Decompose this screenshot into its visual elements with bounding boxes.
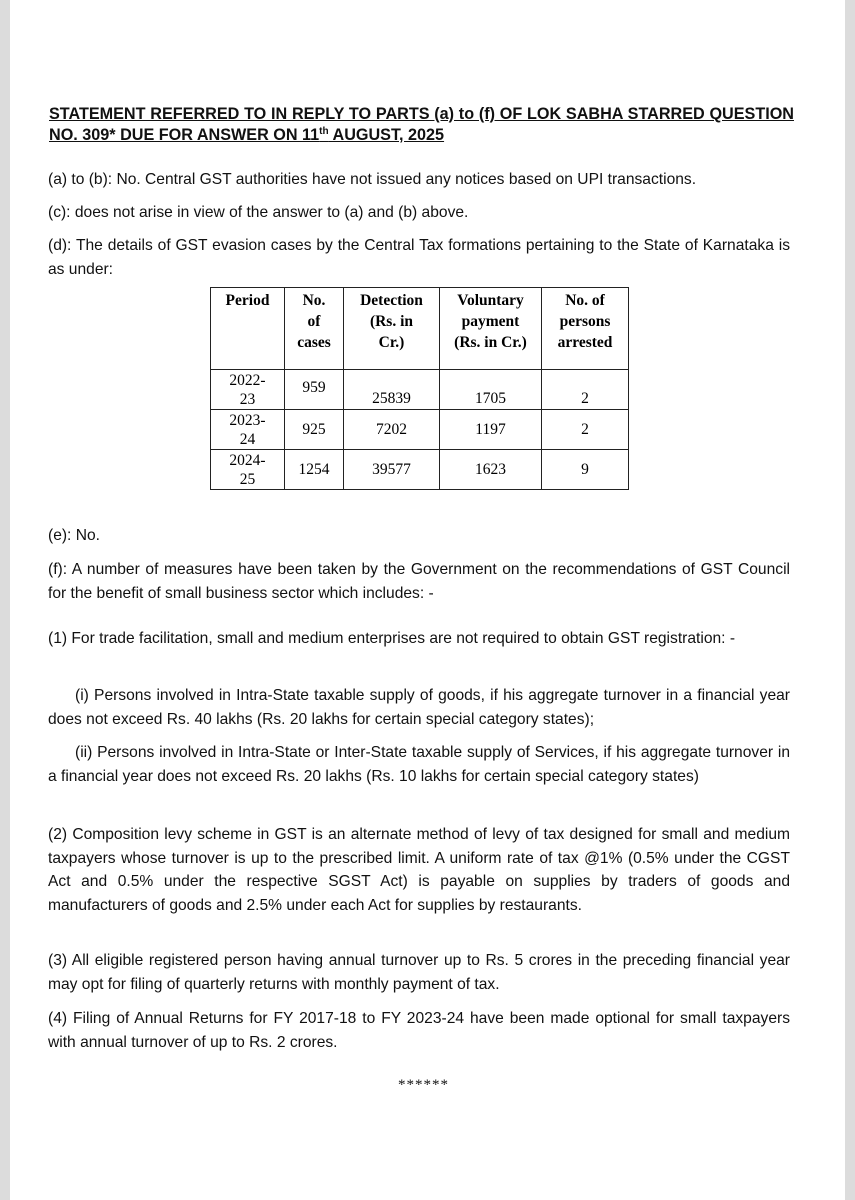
table-row <box>211 410 629 450</box>
cell-period: 2023- 24 <box>211 410 285 450</box>
heading-ordinal-suffix: th <box>319 126 329 137</box>
measure-1-ii: (ii) Persons involved in Intra-State or Inter-State taxable supply of Services, if his aggregate turnover in a financial year does not exceed Rs. 20 lakhs (Rs. 10 lakhs for certain special category states) <box>48 744 790 785</box>
cell-detection: 39577 <box>344 450 440 490</box>
measure-1-i: (i) Persons involved in Intra-State taxable supply of goods, if his aggregate turnover in a financial year does not exceed Rs. 40 lakhs (Rs. 20 lakhs for certain special category states); <box>48 687 790 728</box>
table-header-row <box>211 288 629 370</box>
cell-detection: 7202 <box>344 410 440 450</box>
cell-arrested: 9 <box>542 450 629 490</box>
column-header-arrested: No. of persons arrested <box>542 288 629 370</box>
cell-cases: 925 <box>285 410 344 450</box>
column-header-detection: Detection (Rs. in Cr.) <box>344 288 440 370</box>
answer-f: (f): A number of measures have been taken by the Government on the recommendations of GST Council for the benefit of small business sector which includes: - <box>48 561 790 602</box>
answer-a-b: (a) to (b): No. Central GST authorities have not issued any notices based on UPI transactions. <box>48 171 697 188</box>
cell-voluntary: 1623 <box>440 450 542 490</box>
cell-period: 2022- 23 <box>211 370 285 410</box>
measure-3: (3) All eligible registered person having annual turnover up to Rs. 5 crores in the preceding financial year may opt for filing of quarterly returns with monthly payment of tax. <box>48 952 790 993</box>
cell-arrested: 2 <box>542 370 629 410</box>
gst-evasion-table <box>210 287 629 490</box>
answer-d: (d): The details of GST evasion cases by the Central Tax formations pertaining to the State of Karnataka is as under: <box>48 237 790 278</box>
table-row <box>211 370 629 410</box>
measure-2: (2) Composition levy scheme in GST is an alternate method of levy of tax designed for small and medium taxpayers whose turnover is up to the prescribed limit. A uniform rate of tax @1% (0.5% under the CGST Act and 0.5% under the respective SGST Act) is payable on supplies by traders of goods and manufacturers of goods and 2.5% under each Act for supplies by restaurants. <box>48 826 790 914</box>
column-header-cases: No. of cases <box>285 288 344 370</box>
cell-cases: 1254 <box>285 450 344 490</box>
column-header-voluntary: Voluntary payment (Rs. in Cr.) <box>440 288 542 370</box>
end-marker: ****** <box>398 1077 449 1093</box>
answer-c: (c): does not arise in view of the answer to (a) and (b) above. <box>48 204 469 221</box>
cell-cases: 959 <box>285 370 344 410</box>
statement-heading <box>49 104 794 146</box>
cell-period: 2024- 25 <box>211 450 285 490</box>
heading-text: STATEMENT REFERRED TO IN REPLY TO PARTS (a) to (f) OF LOK SABHA STARRED QUESTION NO. 309* DUE FOR ANSWER ON 11 <box>49 105 794 144</box>
table-row <box>211 450 629 490</box>
heading-text-end: AUGUST, 2025 <box>328 126 445 144</box>
cell-voluntary: 1197 <box>440 410 542 450</box>
cell-detection: 25839 <box>344 370 440 410</box>
answer-e: (e): No. <box>48 527 100 544</box>
cell-voluntary: 1705 <box>440 370 542 410</box>
measure-4: (4) Filing of Annual Returns for FY 2017-18 to FY 2023-24 have been made optional for small taxpayers with annual turnover of up to Rs. 2 crores. <box>48 1010 790 1051</box>
column-header-period: Period <box>211 288 285 370</box>
cell-arrested: 2 <box>542 410 629 450</box>
measure-1: (1) For trade facilitation, small and medium enterprises are not required to obtain GST registration: - <box>48 630 736 647</box>
document-page <box>10 0 845 1200</box>
